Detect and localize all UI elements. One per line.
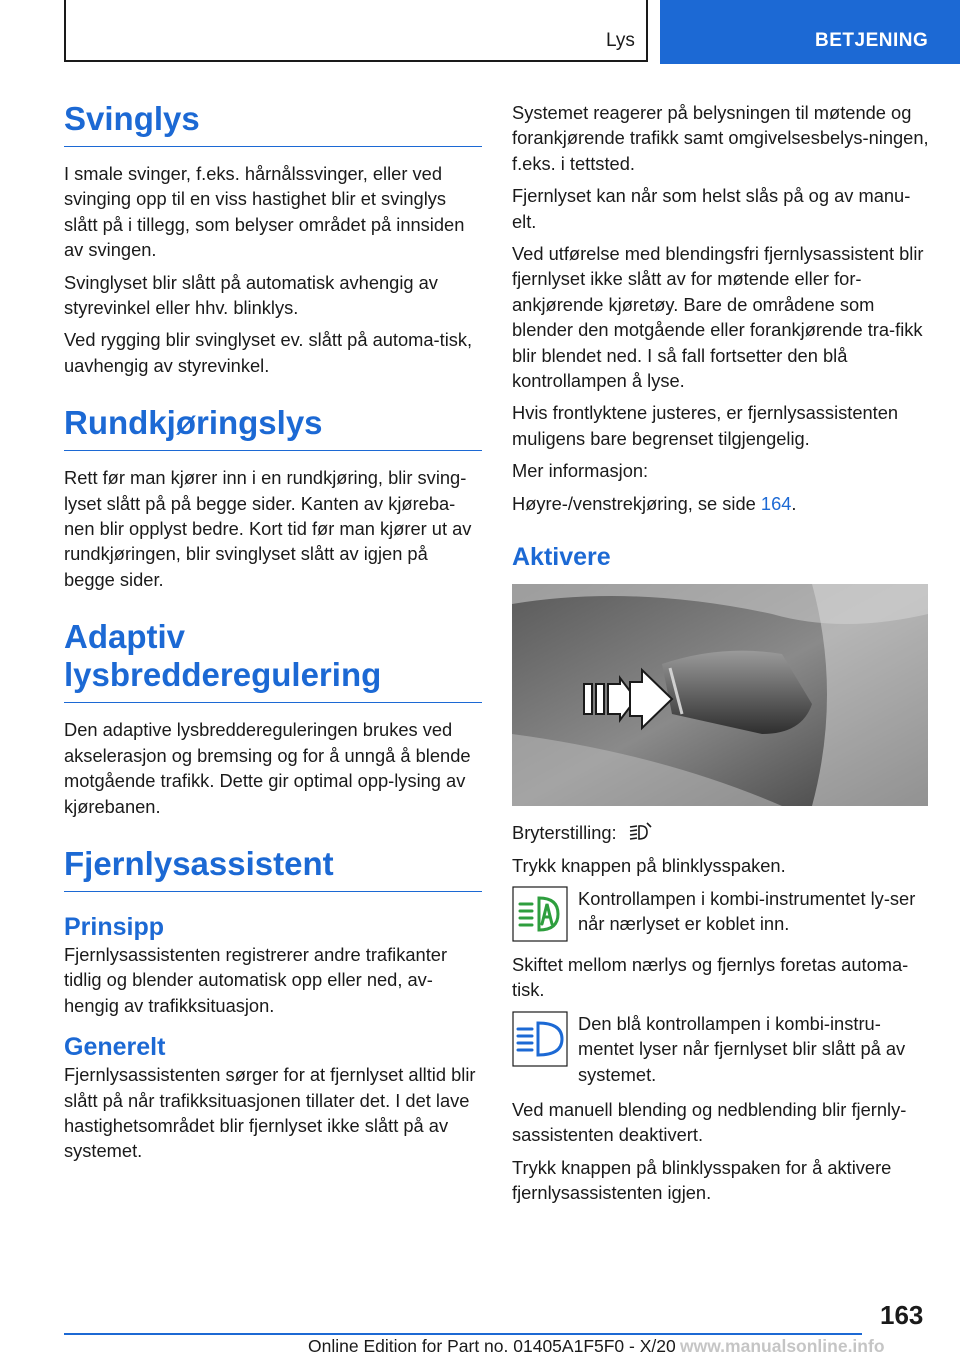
rundkjoring-paragraph: Rett før man kjører inn i en rundkjøring, blir sving‐lyset slått på på begge sider. Kanten av kjøreba‐nen blir opplyst bedre. Kort tid før man kjører ut av rundkjøringen, blir svinglyset slått av igjen på begge sider. — [64, 467, 472, 590]
low-beam-indicator-row — [512, 886, 930, 942]
right-paragraph-6-text: Høyre-/venstrekjøring, se side — [512, 492, 761, 514]
header-section-label: Lys — [606, 30, 635, 51]
watermark: www.manualsonline.info — [680, 1336, 885, 1356]
page-number: 163 — [880, 1300, 924, 1330]
heading-prinsipp: Prinsipp — [64, 912, 165, 941]
heading-adaptiv-lysbredderegulering — [64, 618, 482, 703]
right-paragraph-2: Fjernlyset kan når som helst slås på og av manu‐elt. — [512, 185, 911, 232]
header-chapter-tab: BETJENING — [660, 0, 960, 64]
footer-edition: Online Edition for Part no. 01405A1F5F0 - X/20 — [308, 1336, 676, 1356]
svinglys-paragraph-1: I smale svinger, f.eks. hårnålssvinger, eller ved svinging opp til en viss hastighet blir et svinglys slått på i tillegg, som belyser området på innsiden av svingen. — [64, 163, 465, 261]
heading-rundkjoringslys: Rundkjøringslys — [64, 404, 482, 451]
right-paragraph-4: Hvis frontlyktene justeres, er fjernlysassistenten muligens bare begrenset tilgjengelig. — [512, 402, 899, 449]
generelt-paragraph: Fjernlysassistenten sørger for at fjernlyset alltid blir slått på når trafikksituasjonen tillater det. I det lave hastighetsområdet blir fjernlyset ikke slått på av systemet. — [64, 1064, 476, 1162]
heading-aktivere: Aktivere — [512, 543, 611, 572]
prinsipp-paragraph: Fjernlysassistenten registrerer andre trafikanter tidlig og blender automatisk opp eller ned, av‐hengig av trafikksituasjon. — [64, 943, 448, 1016]
switch-position-label: Bryterstilling: — [512, 822, 617, 844]
high-beam-indicator-icon — [512, 1011, 568, 1067]
right-column — [512, 100, 930, 1213]
heading-svinglys: Svinglys — [64, 100, 482, 147]
svinglys-paragraph-3: Ved rygging blir svinglyset ev. slått på automa‐tisk, uavhengig av styrevinkel. — [64, 329, 473, 376]
page-link-164[interactable]: 164 — [760, 492, 792, 514]
right-paragraph-1: Systemet reagerer på belysningen til møtende og forankjørende trafikk samt omgivelsesbelys‐ningen, f.eks. i tettsted. — [512, 102, 929, 174]
right-paragraph-7: Trykk knappen på blinklysspaken. — [512, 854, 786, 876]
right-paragraph-10: Trykk knappen på blinklysspaken for å aktivere fjernlysassistenten igjen. — [512, 1156, 892, 1204]
high-beam-assist-indicator-icon — [512, 886, 568, 942]
high-beam-indicator-text: Den blå kontrollampen i kombi-instru‐mentet lyser når fjernlyset blir slått på av systemet. — [578, 1012, 906, 1085]
right-paragraph-6 — [512, 491, 930, 516]
switch-position-line — [512, 820, 930, 845]
heading-adaptiv-line2: lysbredderegulering — [64, 656, 382, 694]
right-paragraph-6-end: . — [791, 492, 797, 514]
svinglys-paragraph-2: Svinglyset blir slått på automatisk avhengig av styrevinkel eller hhv. blinklys. — [64, 271, 438, 319]
high-beam-indicator-row — [512, 1011, 930, 1087]
right-paragraph-9: Ved manuell blending og nedblending blir fjernly‐sassistenten deaktivert. — [512, 1098, 907, 1146]
heading-generelt: Generelt — [64, 1033, 166, 1062]
footer-divider — [64, 1333, 862, 1335]
right-paragraph-3: Ved utførelse med blendingsfri fjernlysassistent blir fjernlyset ikke slått av for møtende eller for‐ankjørende kjøretøy. Bare de områdene som blender den motgående eller forankjørende tra‐fikk blir blendet ned. I så fall fortsetter den blå kontrollampen å lyse. — [512, 243, 924, 392]
left-column — [64, 100, 482, 1171]
turn-signal-lever-photo — [512, 584, 928, 806]
adaptiv-paragraph: Den adaptive lysbreddereguleringen brukes ved akselerasjon og bremsing og for å unngå å blende motgående trafikk. Dette gir optimal opp‐lysing av kjørebanen. — [64, 719, 471, 817]
high-beam-assist-switch-icon — [628, 821, 654, 843]
right-paragraph-8: Skiftet mellom nærlys og fjernlys foretas automa‐tisk. — [512, 953, 909, 1001]
header-box — [64, 0, 648, 62]
heading-adaptiv-line1: Adaptiv — [64, 618, 186, 656]
heading-fjernlysassistent: Fjernlysassistent — [64, 845, 482, 892]
right-paragraph-5: Mer informasjon: — [512, 460, 649, 482]
low-beam-indicator-text: Kontrollampen i kombi-instrumentet ly‐ser når nærlyset er koblet inn. — [578, 887, 916, 935]
